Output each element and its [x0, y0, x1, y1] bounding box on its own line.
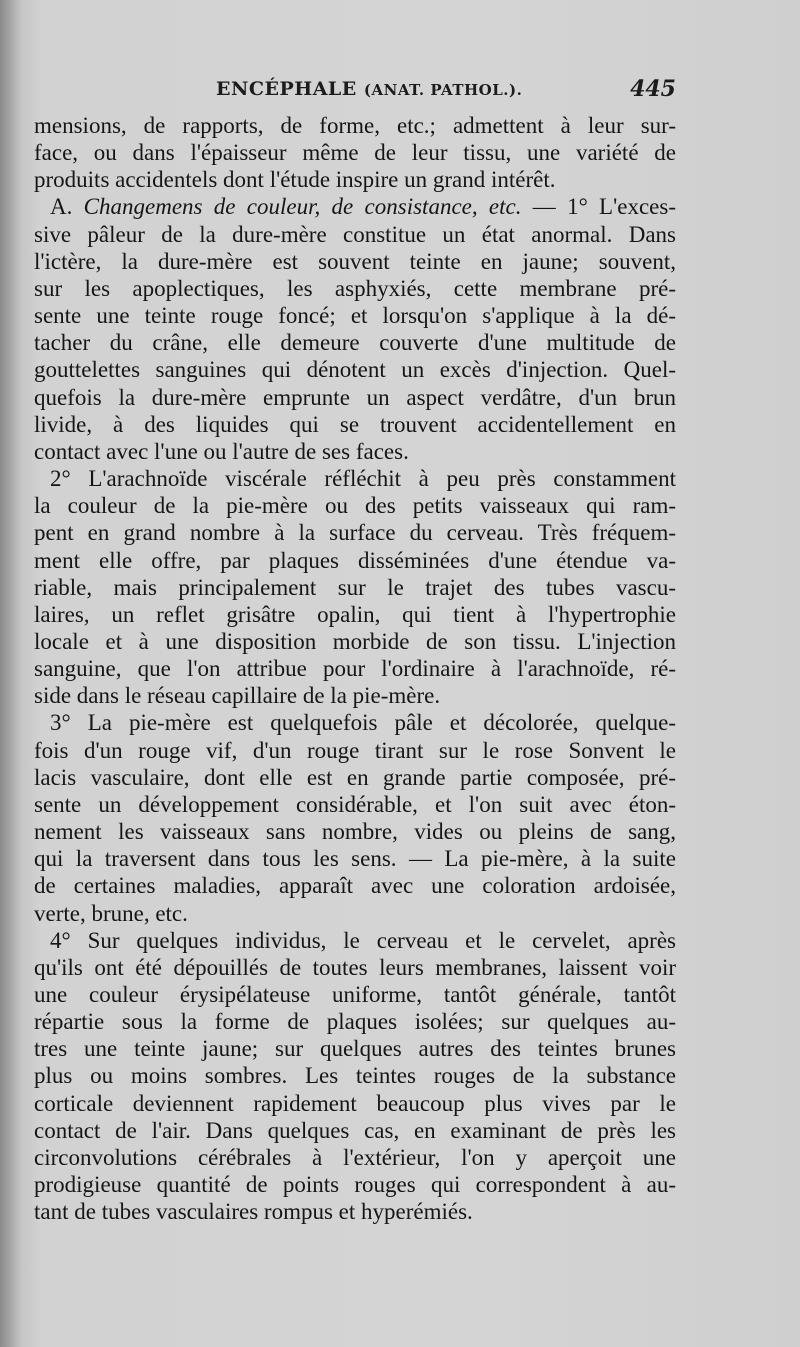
page-gutter-shadow	[0, 0, 22, 1347]
text-line: qu'ils ont été dépouillés de toutes leurs membranes, laissent voir	[34, 954, 676, 980]
text-line: prodigieuse quantité de points rouges qui correspondent à au-	[34, 1172, 676, 1198]
text-line: tant de tubes vasculaires rompus et hyperémiés.	[34, 1199, 473, 1225]
text-line: nement les vaisseaux sans nombre, vides ou pleins de sang,	[34, 819, 676, 845]
text-line: la couleur de la pie-mère ou des petits vaisseaux qui ram-	[34, 493, 676, 519]
text-line	[34, 193, 676, 220]
text-line: répartie sous la forme de plaques isolées; sur quelques au-	[34, 1009, 676, 1035]
text-line: 4° Sur quelques individus, le cerveau et le cervelet, après	[50, 927, 676, 953]
body-text	[34, 112, 676, 1225]
text-line: corticale deviennent rapidement beaucoup plus vives par le	[34, 1090, 676, 1116]
running-head-title-main: ENCÉPHALE	[216, 78, 357, 100]
text-line: 2° L'arachnoïde viscérale réfléchit à peu près constamment	[50, 466, 676, 492]
text-line: sente un développement considérable, et l'on suit avec éton-	[34, 791, 676, 817]
text-line: qui la traversent dans tous les sens. — La pie-mère, à la suite	[34, 846, 676, 872]
running-head-title	[216, 78, 522, 100]
text-line: plus ou moins sombres. Les teintes rouges de la substance	[34, 1063, 676, 1089]
text-line: pent en grand nombre à la surface du cerveau. Très fréquem-	[34, 520, 676, 546]
text-line: circonvolutions cérébrales à l'extérieur, l'on y aperçoit une	[34, 1144, 676, 1170]
section-heading-italic: Changemens de couleur, de consistance, etc.	[83, 194, 522, 220]
text-line: sente une teinte rouge foncé; et lorsqu'on s'applique à la dé-	[34, 303, 676, 329]
running-head-title-paren: (ANAT. PATHOL.).	[363, 81, 523, 99]
text-line-suffix: — 1° L'exces-	[521, 194, 676, 220]
text-line: une couleur érysipélateuse uniforme, tantôt générale, tantôt	[34, 982, 676, 1007]
text-line: tacher du crâne, elle demeure couverte d'une multitude de	[34, 330, 676, 356]
text-line: locale et à une disposition morbide de son tissu. L'injection	[34, 628, 676, 654]
text-line: mensions, de rapports, de forme, etc.; admettent à leur sur-	[34, 113, 676, 138]
page-number: 445	[630, 76, 676, 102]
text-line: quefois la dure-mère emprunte un aspect verdâtre, d'un brun	[34, 384, 676, 410]
text-line: lacis vasculaire, dont elle est en grande partie composée, pré-	[34, 764, 676, 790]
text-line: fois d'un rouge vif, d'un rouge tirant sur le rose Sonvent le	[34, 737, 676, 763]
text-line: contact avec l'une ou l'autre de ses faces.	[34, 438, 409, 464]
text-line: produits accidentels dont l'étude inspire un grand intérêt.	[34, 167, 556, 193]
text-line: riable, mais principalement sur le trajet des tubes vascu-	[34, 574, 676, 600]
running-head	[34, 74, 676, 108]
text-line: verte, brune, etc.	[34, 900, 188, 926]
text-line: laires, un reflet grisâtre opalin, qui tient à l'hypertrophie	[34, 601, 676, 627]
text-line: l'ictère, la dure-mère est souvent teinte en jaune; souvent,	[34, 248, 676, 274]
text-line: sive pâleur de la dure-mère constitue un état anormal. Dans	[34, 221, 676, 247]
text-line: sur les apoplectiques, les asphyxiés, cette membrane pré-	[34, 275, 676, 301]
text-line: de certaines maladies, apparaît avec une coloration ardoisée,	[34, 873, 676, 899]
text-line: livide, à des liquides qui se trouvent accidentellement en	[34, 411, 676, 437]
text-line: tres une teinte jaune; sur quelques autres des teintes brunes	[34, 1036, 676, 1062]
text-line: face, ou dans l'épaisseur même de leur tissu, une variété de	[34, 140, 676, 166]
text-line-prefix: A.	[50, 194, 84, 220]
text-line: sanguine, que l'on attribue pour l'ordinaire à l'arachnoïde, ré-	[34, 656, 676, 682]
text-line: side dans le réseau capillaire de la pie-mère.	[34, 683, 441, 709]
text-line: contact de l'air. Dans quelques cas, en examinant de près les	[34, 1117, 676, 1143]
text-line: ment elle offre, par plaques disséminées d'une étendue va-	[34, 547, 676, 573]
text-line: gouttelettes sanguines qui dénotent un excès d'injection. Quel-	[34, 357, 676, 383]
text-line: 3° La pie-mère est quelquefois pâle et décolorée, quelque-	[50, 710, 676, 736]
